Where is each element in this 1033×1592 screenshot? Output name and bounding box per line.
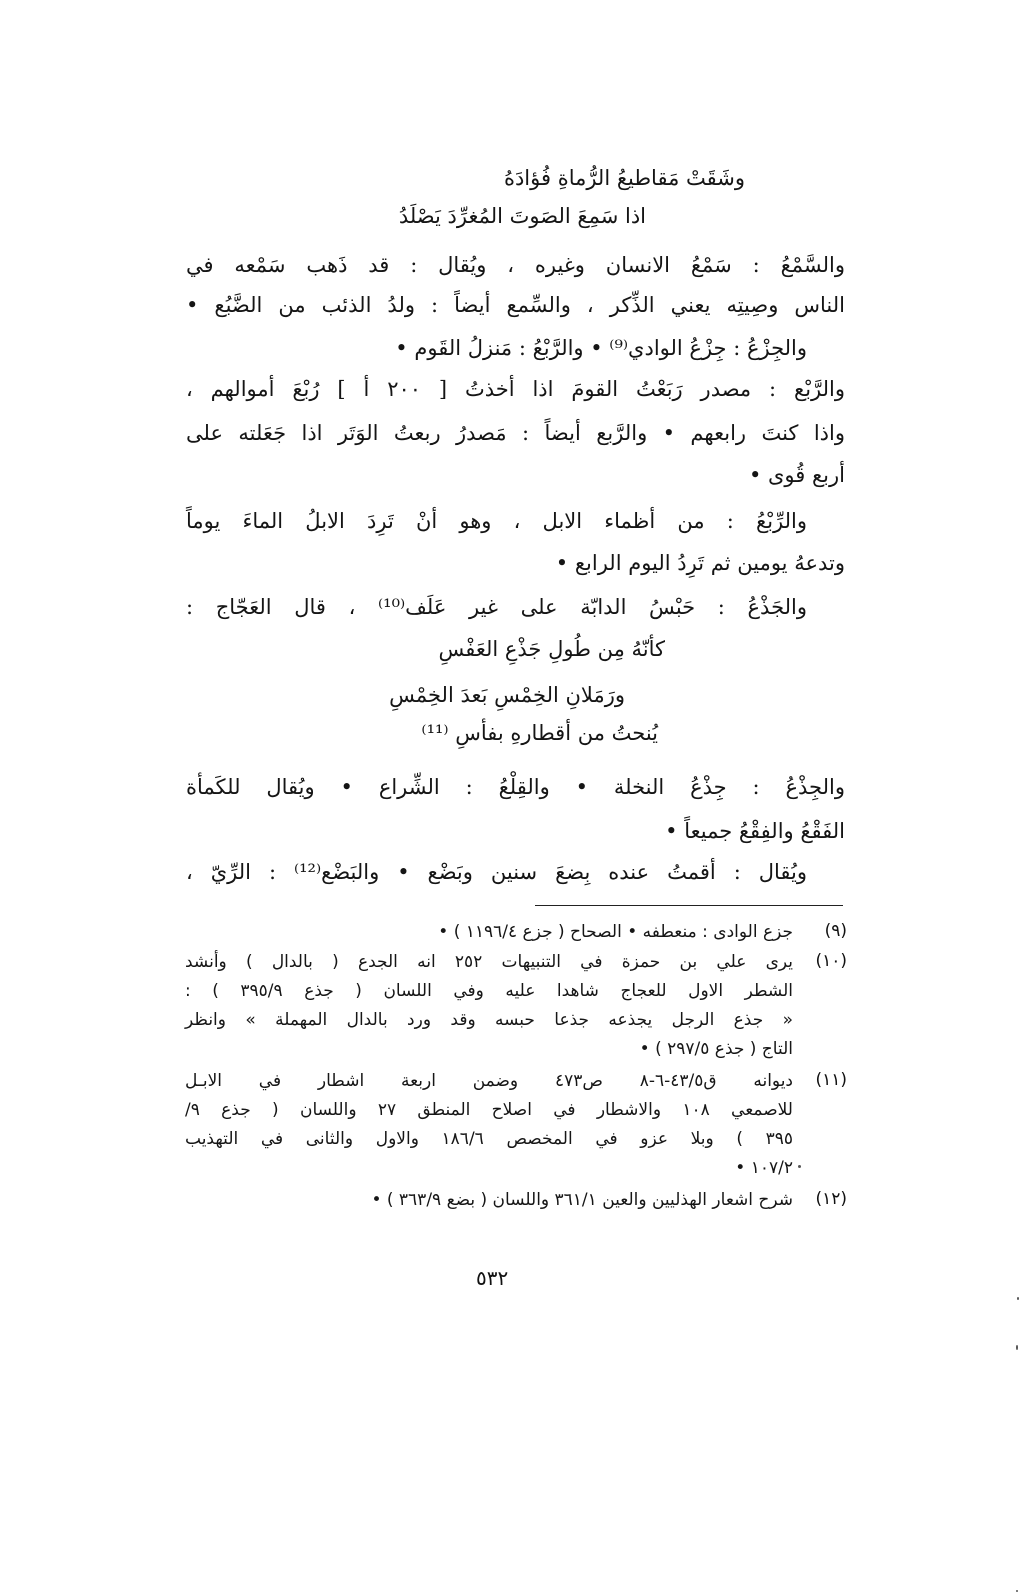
text-line: والجِزْعُ : جِزْعُ الوادي⁽⁹⁾ • والرَّبْعُ : مَنزلُ القَوم • (395, 336, 807, 360)
footnote-line: ٣٩٥ ) وبلا عزو في المخصص ١٨٦/٦ والاول والثانى في التهذيب (185, 1129, 794, 1149)
scan-speck (1017, 1297, 1019, 1300)
footnote-line: للاصمعي ١٠٨ والاشطار في اصلاح المنطق ٢٧ واللسان ( جذع ٩/ (185, 1100, 793, 1120)
scan-speck (798, 1165, 801, 1168)
footnote-line: الشطر الاول للعجاج شاهدا عليه وفي اللسان ( جذع ٣٩٥/٩ ) : (185, 981, 793, 1001)
text-line: ويُقال : أقمتُ عنده بِضعَ سنين وبَضْع • والبَضْع⁽¹²⁾ : الرِّيّ ، (186, 860, 807, 884)
footnote-line: شرح اشعار الهذليين والعين ٣٦١/١ واللسان ( بضع ٣٦٣/٩ ) • (371, 1190, 793, 1210)
footnote-line: يرى علي بن حمزة في التنبيهات ٢٥٢ انه الجدع ( بالدال ) وأنشد (185, 952, 793, 972)
text-line: الناس وصِيتِه يعني الذِّكر ، والسِّمع أيضاً : ولدُ الذئب من الضَّبُع • (186, 293, 845, 317)
text-line: أربع قُوى • (748, 463, 845, 487)
text-line: والرَّبْع : مصدر رَبَعْتُ القومَ اذا أخذتُ [ ٢٠٠ أ ] رُبْعَ أموالهم ، (186, 377, 845, 401)
verse-line: كأنّهُ مِن طُولِ جَذْعِ العَفْسِ (438, 637, 665, 661)
text-line: والجَذْعُ : حَبْسُ الدابّة على غير عَلَف⁽¹⁰⁾ ، قال العَجّاج : (186, 595, 808, 619)
verse-line: ورَمَلانِ الخِمْسِ بَعدَ الخِمْسِ (389, 683, 625, 707)
footnote-number: (١٢) (815, 1189, 847, 1209)
footnote-line: جزع الوادى : منعطفه • الصحاح ( جزع ١١٩٦/٤ ) • (438, 922, 793, 942)
footnote-number: (٩) (824, 921, 847, 941)
text-line: والرِّبْعُ : من أظماء الابل ، وهو أنْ تَرِدَ الابلُ الماءَ يوماً (186, 509, 807, 533)
footnote-separator (535, 905, 843, 906)
verse-line: اذا سَمِعَ الصَوتَ المُغرِّدَ يَصْلَدُ (398, 204, 646, 228)
footnote-number: (١٠) (815, 951, 847, 971)
footnote-line: « جذع الرجل يجذعه جذعا حبسه وقد ورد بالدال المهملة » وانظر (185, 1010, 793, 1030)
scan-speck (1016, 1345, 1018, 1350)
footnote-line: ديوانه ق٤٣/٥-٦-٨ ص٤٧٣ وضمن اربعة اشطار في الابـل (185, 1071, 794, 1091)
footnote-number: (١١) (815, 1070, 847, 1090)
page-number: ٥٣٢ (476, 1266, 509, 1290)
text-line: والجِذْعُ : جِذْعُ النخلة • والقِلْعُ : الشِّراع • ويُقال للكَمأة (186, 775, 845, 799)
footnote-line: ١٠٧/٢ • (735, 1158, 793, 1178)
text-line: الفَقْعُ والفِقْعُ جميعاً • (665, 819, 845, 843)
verse-line: وشَقَتْ مَقاطيعُ الرُّماةِ فُؤادَهُ (503, 166, 745, 190)
text-line: وتدعهُ يومين ثم تَرِدُ اليوم الرابع • (555, 551, 845, 575)
text-line: واذا كنتَ رابعهم • والرَّبع أيضاً : مَصدرُ ربعتُ الوَتَر اذا جَعَلته على (186, 421, 845, 445)
verse-line: يُنحتُ من أقطارهِ بفأسِ ⁽¹¹⁾ (421, 721, 658, 745)
text-line: والسَّمْعُ : سَمْعُ الانسان وغيره ، ويُقال : قد ذَهب سَمْعه في (186, 253, 845, 277)
footnote-line: التاج ( جذع ٢٩٧/٥ ) • (639, 1039, 793, 1059)
